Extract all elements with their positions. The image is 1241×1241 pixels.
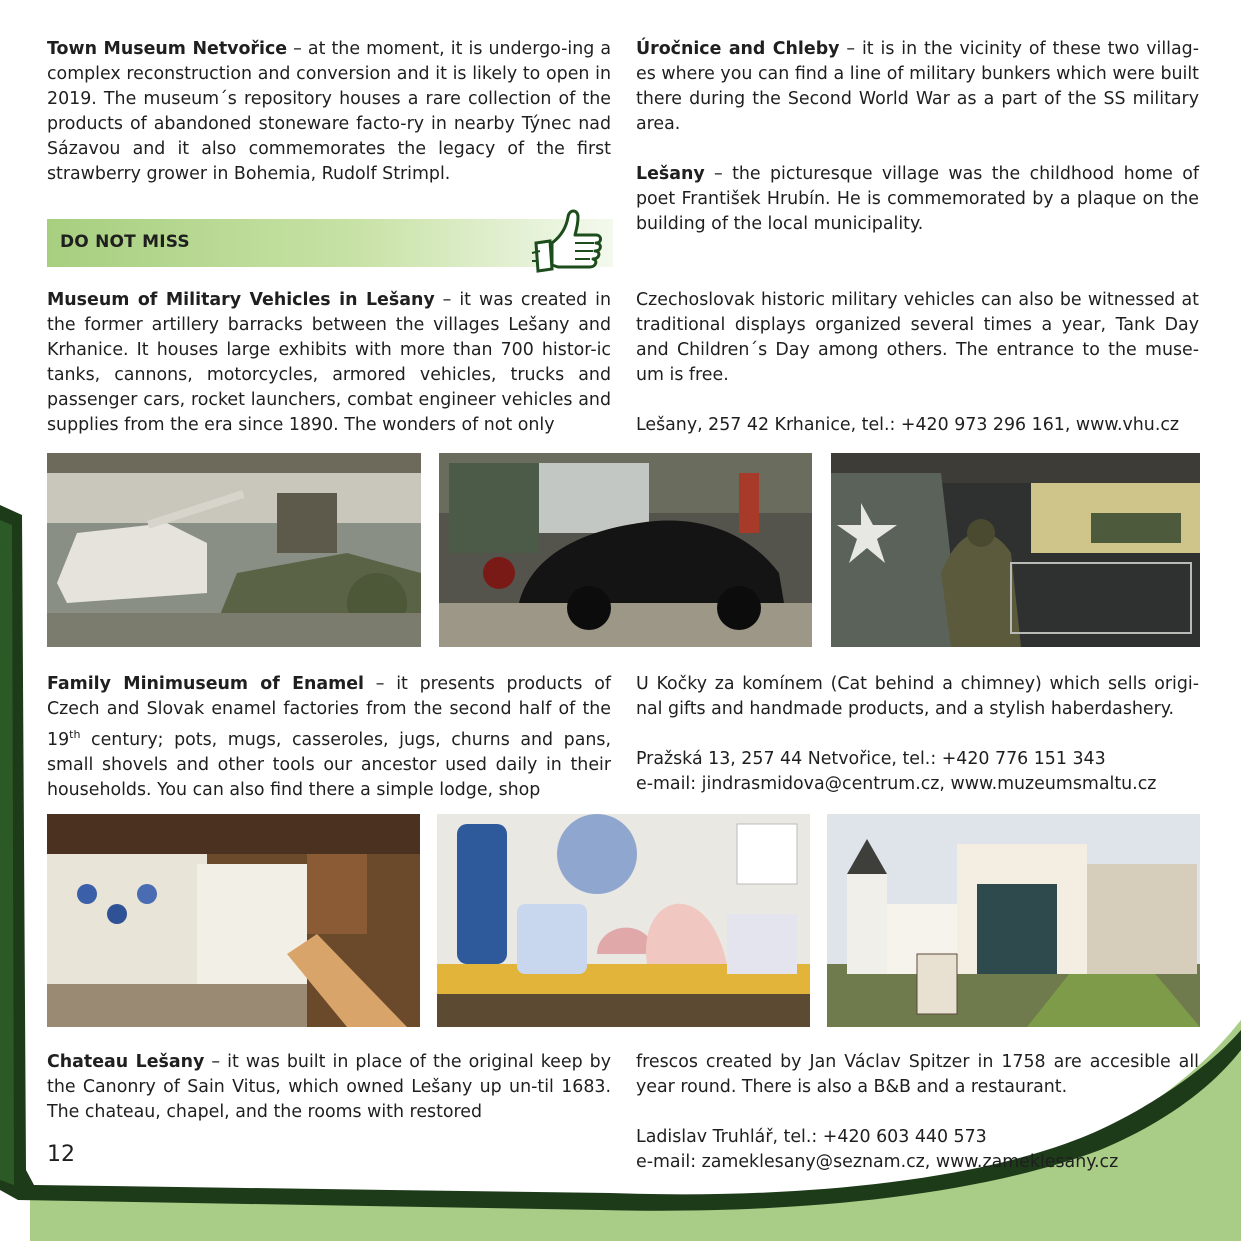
- enamel-museum-address: Pražská 13, 257 44 Netvořice, tel.: +420 776 151 343: [636, 749, 1106, 769]
- soldier-exhibit-photo: [831, 453, 1200, 647]
- chateau-email: e-mail: zameklesany@seznam.cz, www.zameklesany.cz: [636, 1152, 1119, 1172]
- town-museum-title: Town Museum Netvořice: [47, 39, 288, 59]
- enamel-kitchen-photo: [47, 814, 420, 1027]
- enamel-museum-continued: [636, 672, 1199, 797]
- lesany-title: Lešany: [636, 164, 705, 184]
- military-museum-section: [47, 288, 611, 438]
- military-museum-continued-text: Czechoslovak historic military vehicles can also be witnessed at traditional displays organized several times a year, Tank Day and Children´s Day among others. The entrance to the muse-um is free.: [636, 290, 1199, 385]
- chateau-contact: Ladislav Truhlář, tel.: +420 603 440 573: [636, 1127, 987, 1147]
- military-museum-text: – it was created in the former artillery barracks between the villages Lešany and Krhanice. It houses large exhibits with more than 700 histor-ic tanks, cannons, motorcycles, armored vehicles, trucks and passenger cars, rocket launchers, combat engineer vehicles and supplies from the era since 1890. The wonders of not only: [47, 290, 611, 435]
- urocnice-title: Úročnice and Chleby: [636, 39, 840, 59]
- town-museum-section: [47, 37, 611, 187]
- page-number: 12: [47, 1142, 75, 1167]
- do-not-miss-banner: [47, 219, 613, 267]
- town-museum-text: – at the moment, it is undergo-ing a complex reconstruction and conversion and it is likely to open in 2019. The museum´s repository houses a rare collection of the products of abandoned stoneware facto-ry in nearby Týnec nad Sázavou and it also commemorates the legacy of the first strawberry grower in Bohemia, Rudolf Strimpl.: [47, 39, 611, 184]
- chateau-section: [47, 1050, 611, 1125]
- chateau-title: Chateau Lešany: [47, 1052, 205, 1072]
- enamel-museum-continued-text: U Kočky za komínem (Cat behind a chimney) which sells origi-nal gifts and handmade products, and a stylish haberdashery.: [636, 674, 1199, 719]
- tank-exhibit-photo: [47, 453, 421, 647]
- enamel-museum-email: e-mail: jindrasmidova@centrum.cz, www.muzeumsmaltu.cz: [636, 774, 1157, 794]
- enamel-museum-sup: th: [69, 728, 81, 741]
- enamel-museum-text: – it presents products of Czech and Slovak enamel factories from the second half of the 19: [47, 674, 611, 750]
- vintage-car-photo: [439, 453, 812, 647]
- military-museum-title: Museum of Military Vehicles in Lešany: [47, 290, 435, 310]
- thumbs-up-icon: [530, 203, 608, 275]
- military-museum-continued: [636, 288, 1199, 438]
- enamel-museum-section: [47, 672, 611, 803]
- enamel-museum-text-after: century; pots, mugs, casseroles, jugs, churns and pans, small shovels and other tools our ancestor used daily in their households. You can also find there a simple lodge, shop: [47, 729, 611, 800]
- enamel-museum-title: Family Minimuseum of Enamel: [47, 674, 364, 694]
- enamel-pots-photo: [437, 814, 810, 1027]
- urocnice-text: – it is in the vicinity of these two villag-es where you can find a line of military bunkers which were built there during the Second World War as a part of the SS military area.: [636, 39, 1199, 134]
- chateau-continued-text: frescos created by Jan Václav Spitzer in 1758 are accesible all year round. There is also a B&B and a restaurant.: [636, 1052, 1199, 1097]
- village-shop-photo: [827, 814, 1200, 1027]
- military-museum-contact: Lešany, 257 42 Krhanice, tel.: +420 973 296 161, www.vhu.cz: [636, 415, 1180, 435]
- banner-label: DO NOT MISS: [60, 232, 190, 252]
- chateau-continued: [636, 1050, 1199, 1175]
- urocnice-section: [636, 37, 1199, 237]
- lesany-text: – the picturesque village was the childhood home of poet František Hrubín. He is commemorated by a plaque on the building of the local municipality.: [636, 164, 1199, 234]
- chateau-text: – it was built in place of the original keep by the Canonry of Sain Vitus, which owned Lešany up un-til 1683. The chateau, chapel, and the rooms with restored: [47, 1052, 611, 1122]
